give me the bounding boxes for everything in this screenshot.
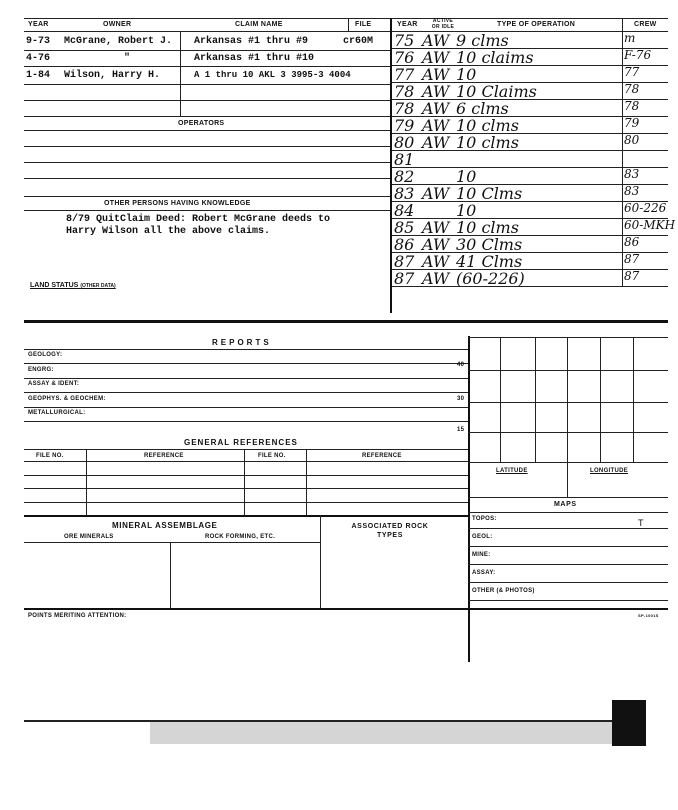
report-row-label: GEOPHYS. & GEOCHEM: [28, 395, 106, 402]
activity-status: AW [422, 269, 450, 288]
maps-row-line [468, 600, 668, 601]
mineral-col [170, 542, 171, 608]
scale-30: 30 [457, 396, 465, 402]
genref-reference-2: REFERENCE [362, 453, 402, 459]
associated-rock-types-label: ASSOCIATED ROCK TYPES [351, 523, 429, 539]
grid-row [468, 402, 668, 403]
owner-row-3-claim: A 1 thru 10 AKL 3 3995-3 4004 [194, 70, 351, 80]
mineral-line [24, 542, 320, 543]
operators-line [24, 130, 390, 131]
activity-crew: 87 [624, 269, 640, 283]
activity-crew: 83 [624, 184, 640, 198]
activity-status: AW [422, 65, 450, 84]
file-header: FILE [355, 21, 372, 28]
activity-year: 81 [394, 150, 415, 169]
maps-row-label: OTHER (& PHOTOS) [472, 588, 535, 594]
activity-row [392, 66, 668, 83]
grid-row [468, 432, 668, 433]
scan-edge-line [24, 720, 624, 722]
owner-row-2-claim: Arkansas #1 thru #10 [194, 53, 315, 64]
reports-line [24, 349, 468, 350]
owner-row-1-claim: Arkansas #1 thru #9 [194, 36, 309, 47]
activity-row [392, 202, 668, 219]
genref-line [24, 488, 468, 489]
owner-row-1-file: cr60M [343, 36, 374, 47]
activity-status: AW [422, 235, 450, 254]
report-row-label: METALLURGICAL: [28, 410, 86, 416]
land-status-label [30, 282, 116, 289]
maps-row-label: TOPOS: [472, 516, 497, 522]
land-status-title: LAND STATUS [30, 282, 79, 289]
type-of-operation-header: TYPE OF OPERATION [497, 21, 576, 28]
maps-row-line [468, 528, 668, 529]
activity-type: 10 [456, 201, 477, 220]
land-status-bottom-line [24, 320, 668, 323]
activity-type: 10 clms [456, 218, 519, 237]
operators-line [24, 178, 390, 179]
activity-row [392, 32, 668, 49]
activity-type: 10 [456, 167, 477, 186]
activity-type: 10 clms [456, 133, 519, 152]
claim-file-divider [348, 18, 349, 32]
genref-line [24, 475, 468, 476]
other-persons-label: OTHER PERSONS HAVING KNOWLEDGE [104, 200, 251, 207]
operators-line [24, 196, 390, 197]
report-row-line [24, 407, 468, 408]
activity-type: 41 Clms [456, 252, 523, 271]
activity-year: 87 [394, 252, 415, 271]
grid-row [468, 370, 668, 371]
activity-row-line [392, 286, 668, 287]
rock-forming-label: ROCK FORMING, ETC. [205, 534, 276, 540]
genref-fileno-2: FILE NO. [258, 453, 286, 459]
activity-crew: F-76 [624, 48, 652, 62]
operators-label: OPERATORS [178, 120, 225, 127]
activity-year: 86 [394, 235, 415, 254]
owner-row-2-owner: " [124, 53, 131, 64]
topos-value: T [638, 518, 644, 528]
form-code: SP-1001S [638, 613, 659, 618]
maps-top-line [468, 497, 668, 498]
activity-type: 10 [456, 65, 477, 84]
owner-row-line [24, 100, 390, 101]
reports-title: REPORTS [212, 338, 272, 347]
activity-crew: 77 [624, 65, 640, 79]
latitude-label: LATITUDE [496, 468, 528, 474]
activity-year: 78 [394, 82, 415, 101]
maps-row-label: ASSAY: [472, 570, 496, 576]
general-references-title: GENERAL REFERENCES [184, 438, 298, 447]
maps-title: MAPS [554, 501, 577, 508]
maps-title-line [468, 512, 668, 513]
crew-header: CREW [634, 21, 657, 28]
longitude-label: LONGITUDE [590, 468, 629, 474]
grid-top [468, 337, 668, 338]
maps-row-label: MINE: [472, 552, 491, 558]
genref-line [24, 461, 468, 462]
activity-crew: 78 [624, 82, 640, 96]
activity-type: 10 Claims [456, 82, 537, 101]
activity-crew: 86 [624, 235, 640, 249]
activity-year: 77 [394, 65, 415, 84]
activity-type: 6 clms [456, 99, 509, 118]
genref-col [86, 449, 87, 515]
activity-status: AW [422, 82, 450, 101]
genref-col [306, 449, 307, 515]
reports-maps-divider [468, 336, 470, 662]
activity-row [392, 236, 668, 253]
grid-row [468, 462, 668, 463]
scan-artifacts [0, 700, 678, 780]
activity-type: 10 clms [456, 116, 519, 135]
activity-row [392, 218, 676, 237]
activity-crew: 80 [624, 133, 640, 147]
activity-crew: 78 [624, 99, 640, 113]
owner-row-1-year: 9-73 [26, 36, 51, 47]
activity-type: 9 clms [456, 31, 509, 50]
points-meriting-label: POINTS MERITING ATTENTION: [28, 613, 127, 619]
ore-minerals-label: ORE MINERALS [64, 534, 114, 540]
maps-row-line [468, 582, 668, 583]
activity-crew: 79 [624, 116, 640, 130]
crew-divider [622, 32, 623, 287]
grid-col [500, 337, 501, 462]
scale-15: 15 [457, 427, 465, 433]
activity-crew: m [624, 31, 636, 45]
genref-bottom [24, 515, 468, 517]
activity-crew: 60-MKH [624, 218, 676, 232]
activity-status: AW [422, 116, 450, 135]
year-header: YEAR [28, 21, 49, 28]
maps-row-line [468, 564, 668, 565]
activity-status: AW [422, 31, 450, 50]
scale-40: 40 [457, 362, 465, 368]
activity-row [392, 270, 668, 287]
operators-line [24, 162, 390, 163]
activity-row [392, 253, 668, 270]
activity-year: 78 [394, 99, 415, 118]
activity-year: 84 [394, 201, 415, 220]
activity-year: 76 [394, 48, 415, 67]
type-crew-divider [622, 18, 623, 32]
activity-status: AW [422, 218, 450, 237]
activity-year: 75 [394, 31, 415, 50]
activity-type: 30 Clms [456, 235, 523, 254]
mineral-bottom [24, 608, 668, 610]
scan-noise [150, 722, 620, 744]
genref-line [24, 502, 468, 503]
owner-row-line [24, 50, 390, 51]
report-row-line [24, 421, 468, 422]
report-row-label: ASSAY & IDENT: [28, 381, 80, 387]
land-status-sub: (OTHER DATA) [80, 283, 116, 289]
report-row-line [24, 378, 468, 379]
activity-year: 79 [394, 116, 415, 135]
activity-type: (60-226) [456, 269, 525, 288]
owner-row-line [24, 84, 390, 85]
maps-row-label: GEOL: [472, 534, 493, 540]
activity-crew: 60-226 [624, 201, 667, 215]
grid-col [633, 337, 634, 462]
top-border [24, 18, 668, 19]
report-row-line [24, 392, 468, 393]
claim-name-header: CLAIM NAME [235, 21, 283, 28]
activity-crew: 87 [624, 252, 640, 266]
activity-year: 82 [394, 167, 415, 186]
activity-row [392, 100, 668, 117]
owner-claim-divider [180, 31, 181, 116]
activity-row [392, 83, 668, 100]
other-persons-line [24, 210, 390, 211]
activity-type: 10 Clms [456, 184, 523, 203]
owner-row-line [24, 116, 390, 117]
activity-row [392, 49, 668, 66]
scan-dark-block [612, 700, 646, 746]
activity-row [392, 168, 668, 185]
owner-row-1-owner: McGrane, Robert J. [64, 36, 173, 47]
activity-year: 80 [394, 133, 415, 152]
activity-year: 83 [394, 184, 415, 203]
maps-row-line [468, 546, 668, 547]
activity-type: 10 claims [456, 48, 534, 67]
activity-year: 85 [394, 218, 415, 237]
owner-header: OWNER [103, 21, 132, 28]
genref-line [24, 449, 468, 450]
activity-status: AW [422, 48, 450, 67]
owner-row-line [24, 66, 390, 67]
activity-year: 87 [394, 269, 415, 288]
activity-status: AW [422, 184, 450, 203]
mineral-assemblage-title: MINERAL ASSEMBLAGE [112, 521, 218, 530]
genref-fileno-1: FILE NO. [36, 453, 64, 459]
owner-row-2-year: 4-76 [26, 53, 51, 64]
report-row-line [24, 363, 468, 364]
other-persons-text: 8/79 QuitClaim Deed: Robert McGrane deeds to Harry Wilson all the above claims. [66, 214, 331, 237]
activity-crew: 83 [624, 167, 640, 181]
activity-row [392, 134, 668, 151]
genref-reference-1: REFERENCE [144, 453, 184, 459]
activity-row [392, 151, 668, 168]
active-idle-header: ACTIVE OR IDLE [431, 18, 455, 30]
genref-col [244, 449, 245, 515]
activity-row [392, 185, 668, 202]
activity-status: AW [422, 99, 450, 118]
year2-header: YEAR [397, 21, 418, 28]
report-row-label: GEOLOGY: [28, 352, 63, 358]
grid-col [535, 337, 536, 462]
owner-row-3-owner: Wilson, Harry H. [64, 70, 161, 81]
owner-row-3-year: 1-84 [26, 70, 51, 81]
activity-status: AW [422, 133, 450, 152]
mineral-col [320, 515, 321, 608]
grid-col [567, 337, 568, 497]
activity-status: AW [422, 252, 450, 271]
operators-line [24, 146, 390, 147]
grid-col [600, 337, 601, 462]
activity-row [392, 117, 668, 134]
report-row-label: ENGRG: [28, 366, 54, 373]
